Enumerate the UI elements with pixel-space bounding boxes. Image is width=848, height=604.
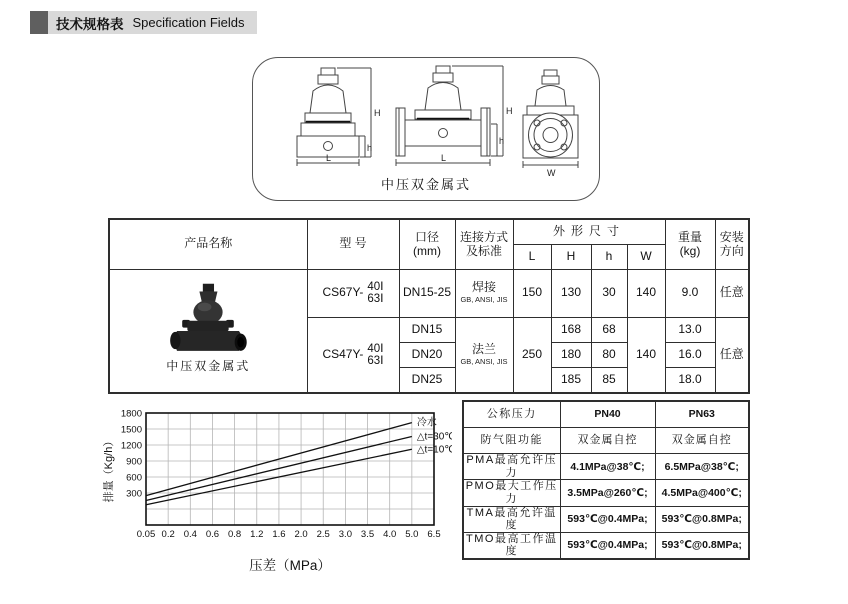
product-photo [165,282,251,356]
col-header-h: h [591,244,627,269]
dim-L-cell: 150 [513,269,551,317]
dim-h-cell: 85 [591,367,627,393]
dim-h-cell: 68 [591,317,627,342]
product-caption: 中压双金属式 [166,358,251,373]
pressure-table [462,400,750,560]
dim-H-cell: 185 [551,367,591,393]
col-header-model: 型 号 [307,219,399,269]
pt-pn40: 4.1MPa@38℃; [560,454,655,480]
dn-cell: DN15-25 [399,269,455,317]
dim-H-cell: 180 [551,342,591,367]
dn-cell: DN20 [399,342,455,367]
svg-text:1200: 1200 [120,440,142,452]
svg-text:5.0: 5.0 [405,529,419,540]
pt-pn40: PN40 [560,401,655,428]
pt-label: PMA最高允许压力 [463,454,560,480]
svg-text:2.0: 2.0 [294,529,308,540]
header-title-bar [48,11,257,34]
flow-chart [100,403,452,573]
dim-label-h: h [367,143,373,153]
pt-pn63: 593℃@0.8MPa; [655,532,749,559]
weight-cell: 18.0 [665,367,715,393]
pt-pn40: 593℃@0.4MPa; [560,506,655,532]
weight-cell: 13.0 [665,317,715,342]
page-header [30,11,257,34]
svg-text:0.05: 0.05 [136,529,156,540]
col-header-connection: 连接方式 及标准 [455,219,513,269]
pt-pn40: 593℃@0.4MPa; [560,532,655,559]
col-header-diameter: 口径 (mm) [399,219,455,269]
col-header-dimensions: 外形尺寸 [513,219,665,244]
svg-text:冷水: 冷水 [416,417,437,429]
dim-W-cell: 140 [627,317,665,393]
svg-text:1.6: 1.6 [272,529,286,540]
dim-H-cell: 168 [551,317,591,342]
svg-text:6.5: 6.5 [427,529,441,540]
col-header-install: 安装 方向 [715,219,749,269]
svg-text:4.0: 4.0 [383,529,397,540]
svg-text:△t=10℃: △t=10℃ [416,444,452,456]
col-header-W: W [627,244,665,269]
pt-label: TMA最高允许温度 [463,506,560,532]
connection-cell: 法兰 GB, ANSI, JIS [455,317,513,393]
dim-H-cell: 130 [551,269,591,317]
dim-h-cell: 30 [591,269,627,317]
page-title-zh: 技术规格表 [56,16,124,32]
connection-cell: 焊接 GB, ANSI, JIS [455,269,513,317]
pt-pn40: 3.5MPa@260℃; [560,480,655,506]
install-cell: 任意 [715,269,749,317]
pt-label: 公称压力 [463,401,560,428]
header-accent-square [30,11,48,34]
spec-table [108,218,750,394]
svg-text:300: 300 [126,488,142,500]
dim-label-L: L [326,153,332,163]
weight-cell: 16.0 [665,342,715,367]
col-header-H: H [551,244,591,269]
pt-pn63: 双金属自控 [655,428,749,454]
pt-label: TMO最高工作温度 [463,532,560,559]
dim-L-cell: 250 [513,317,551,393]
dim-h-cell: 80 [591,342,627,367]
pt-pn63: 4.5MPa@400℃; [655,480,749,506]
technical-drawing-panel [252,57,600,201]
svg-text:排量（Kg/h）: 排量（Kg/h） [103,435,115,503]
svg-text:1.2: 1.2 [250,529,264,540]
weight-cell: 9.0 [665,269,715,317]
svg-text:0.6: 0.6 [205,529,220,540]
svg-text:0.2: 0.2 [161,529,175,540]
col-header-weight: 重量 (kg) [665,219,715,269]
model-cell-cs67: CS67Y- 40Ⅰ 63Ⅰ [307,269,399,317]
svg-text:600: 600 [126,472,142,484]
svg-text:0.4: 0.4 [183,529,197,540]
svg-text:3.0: 3.0 [338,529,352,540]
page-title-en: Specification Fields [132,15,245,30]
pt-label: 防气阻功能 [463,428,560,454]
pt-pn40: 双金属自控 [560,428,655,454]
drawing-caption: 中压双金属式 [380,177,471,192]
pt-pn63: PN63 [655,401,749,428]
dim-label-W: W [547,168,556,178]
dim-W-cell: 140 [627,269,665,317]
svg-text:△t=30℃: △t=30℃ [416,431,452,443]
pt-pn63: 6.5MPa@38℃; [655,454,749,480]
install-cell: 任意 [715,317,749,393]
pt-label: PMO最大工作压力 [463,480,560,506]
dn-cell: DN15 [399,317,455,342]
svg-text:压差（MPa）: 压差（MPa） [249,558,331,573]
col-header-product: 产品名称 [109,219,307,269]
pt-pn63: 593℃@0.8MPa; [655,506,749,532]
svg-text:1500: 1500 [120,424,142,436]
svg-text:1800: 1800 [120,408,142,420]
svg-text:900: 900 [126,456,142,468]
svg-text:3.5: 3.5 [360,529,375,540]
svg-text:2.5: 2.5 [316,529,330,540]
dim-label-H: H [374,108,381,118]
dim-label-H2: H [506,106,513,116]
dim-label-L2: L [441,153,447,163]
model-cell-cs47: CS47Y- 40Ⅰ 63Ⅰ [307,317,399,393]
dn-cell: DN25 [399,367,455,393]
dim-label-h2: h [499,136,505,146]
col-header-L: L [513,244,551,269]
svg-text:0.8: 0.8 [228,529,242,540]
product-cell [109,269,307,393]
